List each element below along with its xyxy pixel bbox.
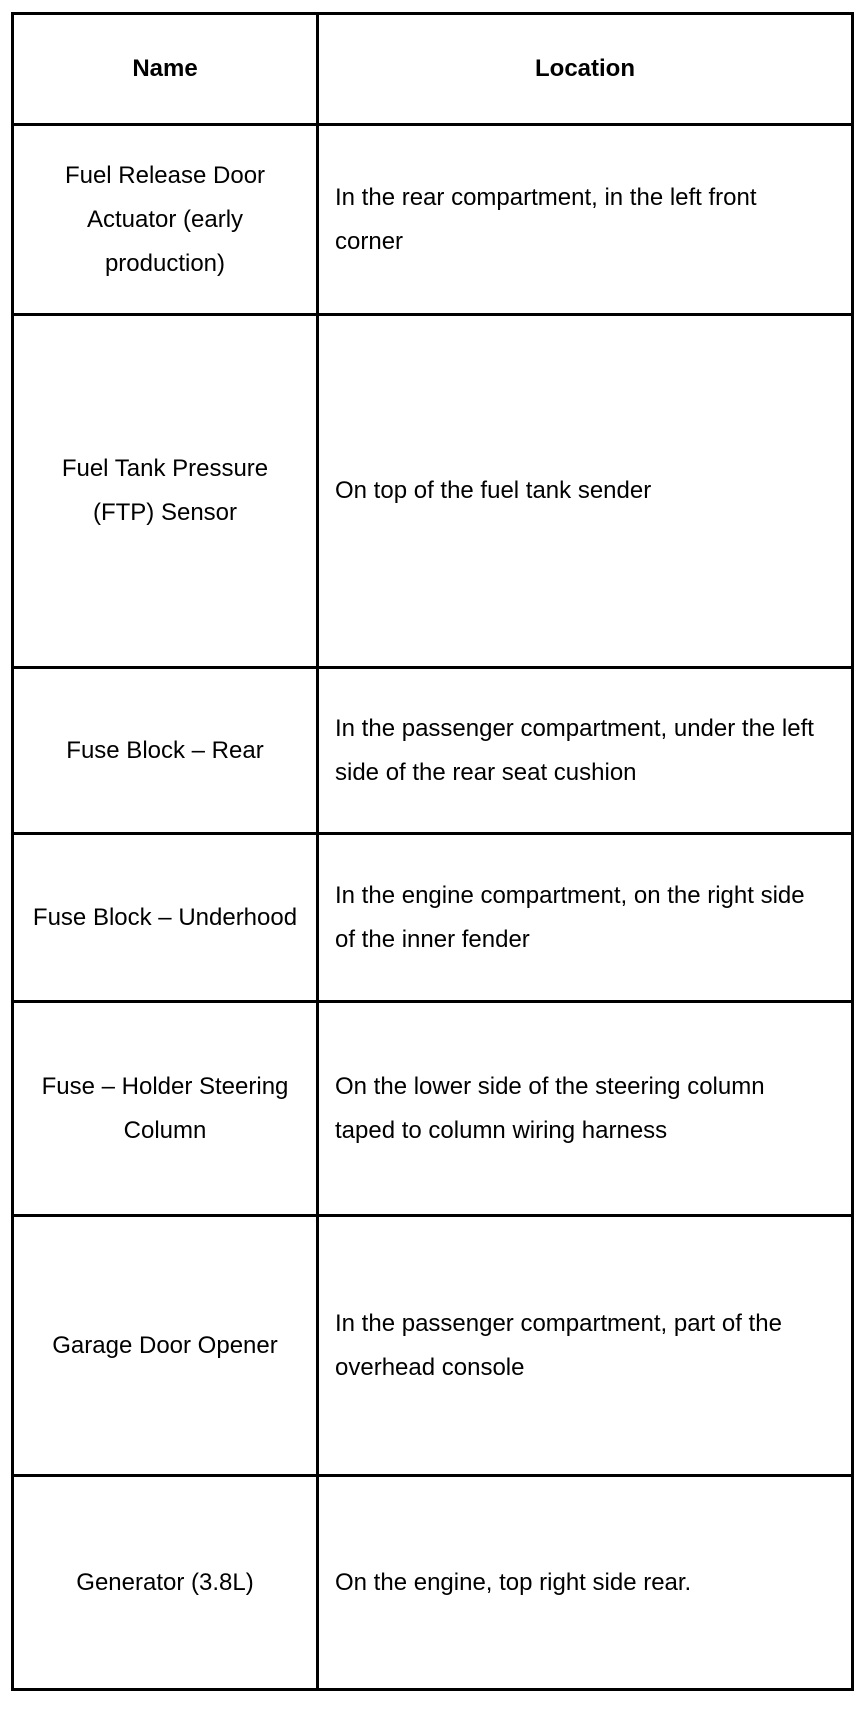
name-cell: [13, 1216, 318, 1476]
location-cell: [318, 668, 853, 834]
name-cell: [13, 834, 318, 1002]
table-row: [13, 1216, 853, 1476]
table-row: [13, 1002, 853, 1216]
location-cell-text: In the engine compartment, on the right side of the inner fender: [335, 881, 805, 953]
table-row: [13, 1476, 853, 1690]
location-column-header: Location: [318, 14, 853, 125]
table-row: [13, 315, 853, 668]
name-cell-text: Generator (3.8L): [76, 1568, 254, 1596]
location-cell-text: On the lower side of the steering column taped to column wiring harness: [335, 1072, 765, 1144]
location-cell: [318, 1476, 853, 1690]
name-cell-text: Fuel Release Door Actuator (early production): [64, 161, 266, 277]
name-cell: [13, 125, 318, 315]
header-row: [13, 14, 853, 125]
name-cell-text: Fuse Block – Rear: [66, 736, 264, 764]
table-header: [13, 14, 853, 125]
name-cell: [13, 315, 318, 668]
table-row: [13, 668, 853, 834]
name-cell-text: Fuse Block – Underhood: [32, 903, 298, 931]
table-body: [13, 125, 853, 1690]
location-cell: [318, 834, 853, 1002]
table-row: [13, 125, 853, 315]
location-cell-text: On top of the fuel tank sender: [335, 477, 652, 504]
location-cell-text: In the passenger compartment, part of the overhead console: [335, 1309, 782, 1381]
name-cell: [13, 1002, 318, 1216]
location-cell-text: On the engine, top right side rear.: [335, 1568, 692, 1596]
name-column-header: Name: [13, 14, 318, 125]
table-row: [13, 834, 853, 1002]
name-cell: [13, 1476, 318, 1690]
location-cell-text: In the passenger compartment, under the left side of the rear seat cushion: [335, 714, 814, 786]
component-location-table: [11, 12, 854, 1691]
location-cell: [318, 1216, 853, 1476]
location-cell: [318, 315, 853, 668]
location-cell: [318, 1002, 853, 1216]
name-cell-text: Fuse – Holder Steering Column: [41, 1072, 289, 1144]
name-cell-text: Fuel Tank Pressure (FTP) Sensor: [61, 455, 269, 526]
location-cell: [318, 125, 853, 315]
name-cell-text: Garage Door Opener: [52, 1331, 278, 1359]
location-cell-text: In the rear compartment, in the left front corner: [335, 183, 757, 255]
name-cell: [13, 668, 318, 834]
